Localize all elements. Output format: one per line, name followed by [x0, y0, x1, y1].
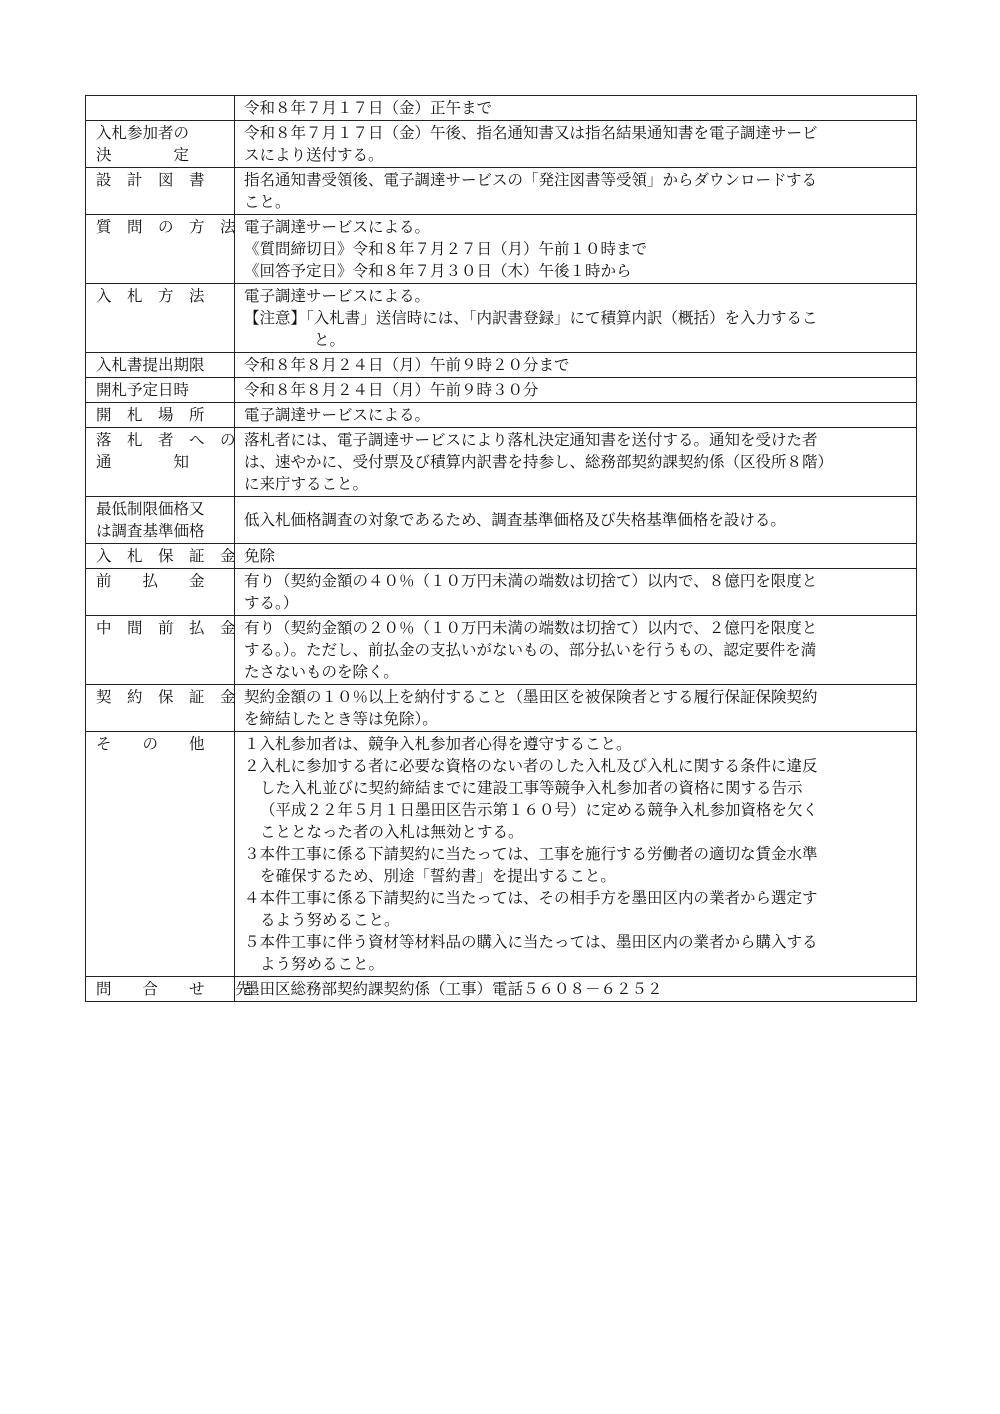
row-value [235, 168, 917, 215]
row-value [235, 544, 917, 569]
label-text: 問 合 せ 先 [96, 980, 252, 998]
table-row [86, 168, 917, 215]
table-row [86, 428, 917, 497]
label-text: 前 払 金 [96, 572, 205, 590]
list-item-line: るよう努めること。 [260, 911, 400, 929]
value-line: に来庁すること。 [244, 475, 369, 493]
value-line: 【注意】「入札書」送信時には、「内訳書登録」にて積算内訳（概括）を入力するこ [244, 309, 818, 327]
list-item-line: こととなった者の入札は無効とする。 [260, 823, 524, 841]
value-line: 有り（契約金額の４０％（１０万円未満の端数は切捨て）以内で、８億円を限度と [244, 572, 818, 590]
value-line: 令和８年７月１７日（金）正午まで [244, 99, 493, 117]
label-text: 契 約 保 証 金 [96, 688, 236, 706]
row-label [86, 428, 235, 497]
row-value [235, 497, 917, 544]
list-item-line: を確保するため、別途「誓約書」を提出すること。 [260, 867, 616, 885]
row-label [86, 497, 235, 544]
value-line: 令和８年８月２４日（月）午前９時３０分 [244, 381, 539, 399]
row-label [86, 685, 235, 732]
value-line: 《質問締切日》令和８年７月２７日（月）午前１０時まで [244, 240, 648, 258]
table-row [86, 569, 917, 616]
table-row [86, 544, 917, 569]
list-item-line: ５本件工事に伴う資材等材料品の購入に当たっては、墨田区内の業者から購入する [244, 933, 818, 951]
table-row [86, 353, 917, 378]
list-item-line: ２入札に参加する者に必要な資格のない者のした入札及び入札に関する条件に違反 [244, 757, 818, 775]
row-value [235, 732, 917, 977]
label-line: 決 定 [96, 146, 190, 164]
value-line: 有り（契約金額の２０％（１０万円未満の端数は切捨て）以内で、２億円を限度と [244, 619, 818, 637]
value-line: 墨田区総務部契約課契約係（工事）電話５６０８－６２５２ [244, 980, 663, 998]
table-row [86, 215, 917, 284]
tender-info-table [85, 95, 917, 1002]
table-row [86, 96, 917, 121]
label-text: 開札予定日時 [96, 381, 190, 399]
row-value [235, 977, 917, 1002]
label-text: 質 問 の 方 法 [96, 218, 236, 236]
table-row [86, 403, 917, 428]
row-label [86, 215, 235, 284]
row-label [86, 544, 235, 569]
value-line: 電子調達サービスによる。 [244, 406, 431, 424]
label-text: 入 札 保 証 金 [96, 547, 236, 565]
value-line: 落札者には、電子調達サービスにより落札決定通知書を送付する。通知を受けた者 [244, 431, 818, 449]
table-row [86, 732, 917, 977]
table-row [86, 121, 917, 168]
value-line: こと。 [244, 193, 291, 211]
row-label [86, 353, 235, 378]
row-value [235, 121, 917, 168]
value-line: 免除 [244, 547, 276, 565]
table-row [86, 977, 917, 1002]
row-value [235, 685, 917, 732]
list-item-line: ３本件工事に係る下請契約に当たっては、工事を施行する労働者の適切な賃金水準 [244, 845, 818, 863]
row-label [86, 977, 252, 1002]
list-item-line: （平成２２年５月１日墨田区告示第１６０号）に定める競争入札参加資格を欠く [260, 801, 819, 819]
value-line: 《回答予定日》令和８年７月３０日（木）午後１時から [244, 262, 632, 280]
value-line: 電子調達サービスによる。 [244, 218, 431, 236]
table-row [86, 378, 917, 403]
row-label [86, 616, 235, 685]
row-label [86, 168, 235, 215]
list-item-line: ４本件工事に係る下請契約に当たっては、その相手方を墨田区内の業者から選定す [244, 889, 818, 907]
label-text: 中 間 前 払 金 [96, 619, 236, 637]
list-item-line: よう努めること。 [260, 955, 385, 973]
row-value [235, 378, 917, 403]
table-row [86, 497, 917, 544]
label-line: は調査基準価格 [96, 522, 205, 540]
row-label [86, 732, 235, 977]
row-value [235, 616, 917, 685]
value-line: と。 [314, 331, 346, 349]
value-line: 指名通知書受領後、電子調達サービスの「発注図書等受領」からダウンロードする [244, 171, 818, 189]
label-text: 設 計 図 書 [96, 171, 205, 189]
value-line: 令和８年７月１７日（金）午後、指名通知書又は指名結果通知書を電子調達サービ [244, 124, 818, 142]
row-label [86, 403, 235, 428]
value-line: たさないものを除く。 [244, 663, 399, 681]
label-line: 入札参加者の [96, 124, 190, 142]
row-value [235, 215, 917, 284]
table-row [86, 685, 917, 732]
row-label [86, 121, 235, 168]
value-line: 低入札価格調査の対象であるため、調査基準価格及び失格基準価格を設ける。 [244, 511, 786, 529]
value-line: は、速やかに、受付票及び積算内訳書を持参し、総務部契約課契約係（区役所８階） [244, 453, 834, 471]
value-line: 電子調達サービスによる。 [244, 287, 431, 305]
label-line: 落 札 者 へ の [96, 431, 236, 449]
list-item-line: １入札参加者は、競争入札参加者心得を遵守すること。 [244, 735, 632, 753]
label-text: 入札書提出期限 [96, 356, 205, 374]
label-line: 最低制限価格又 [96, 500, 205, 518]
row-label [86, 378, 235, 403]
row-label [86, 284, 235, 353]
table-row [86, 616, 917, 685]
label-text: そ の 他 [96, 735, 205, 753]
row-label [86, 96, 235, 121]
row-value [235, 284, 917, 353]
label-text: 入 札 方 法 [96, 287, 205, 305]
label-text: 開 札 場 所 [96, 406, 205, 424]
value-line: スにより送付する。 [244, 146, 384, 164]
row-value [235, 569, 917, 616]
table-row [86, 284, 917, 353]
row-value [235, 403, 917, 428]
value-line: を締結したとき等は免除）。 [244, 710, 438, 728]
row-value [235, 353, 917, 378]
value-line: 契約金額の１０％以上を納付すること（墨田区を被保険者とする履行保証保険契約 [244, 688, 818, 706]
value-line: する。） [244, 594, 299, 612]
list-item-line: した入札並びに契約締結までに建設工事等競争入札参加者の資格に関する告示 [260, 779, 803, 797]
row-value [235, 428, 917, 497]
label-line: 通 知 [96, 453, 190, 471]
value-line: する。）。ただし、前払金の支払いがないもの、部分払いを行うもの、認定要件を満 [244, 641, 817, 659]
value-line: 令和８年８月２４日（月）午前９時２０分まで [244, 356, 570, 374]
row-label [86, 569, 235, 616]
row-value [235, 96, 917, 121]
